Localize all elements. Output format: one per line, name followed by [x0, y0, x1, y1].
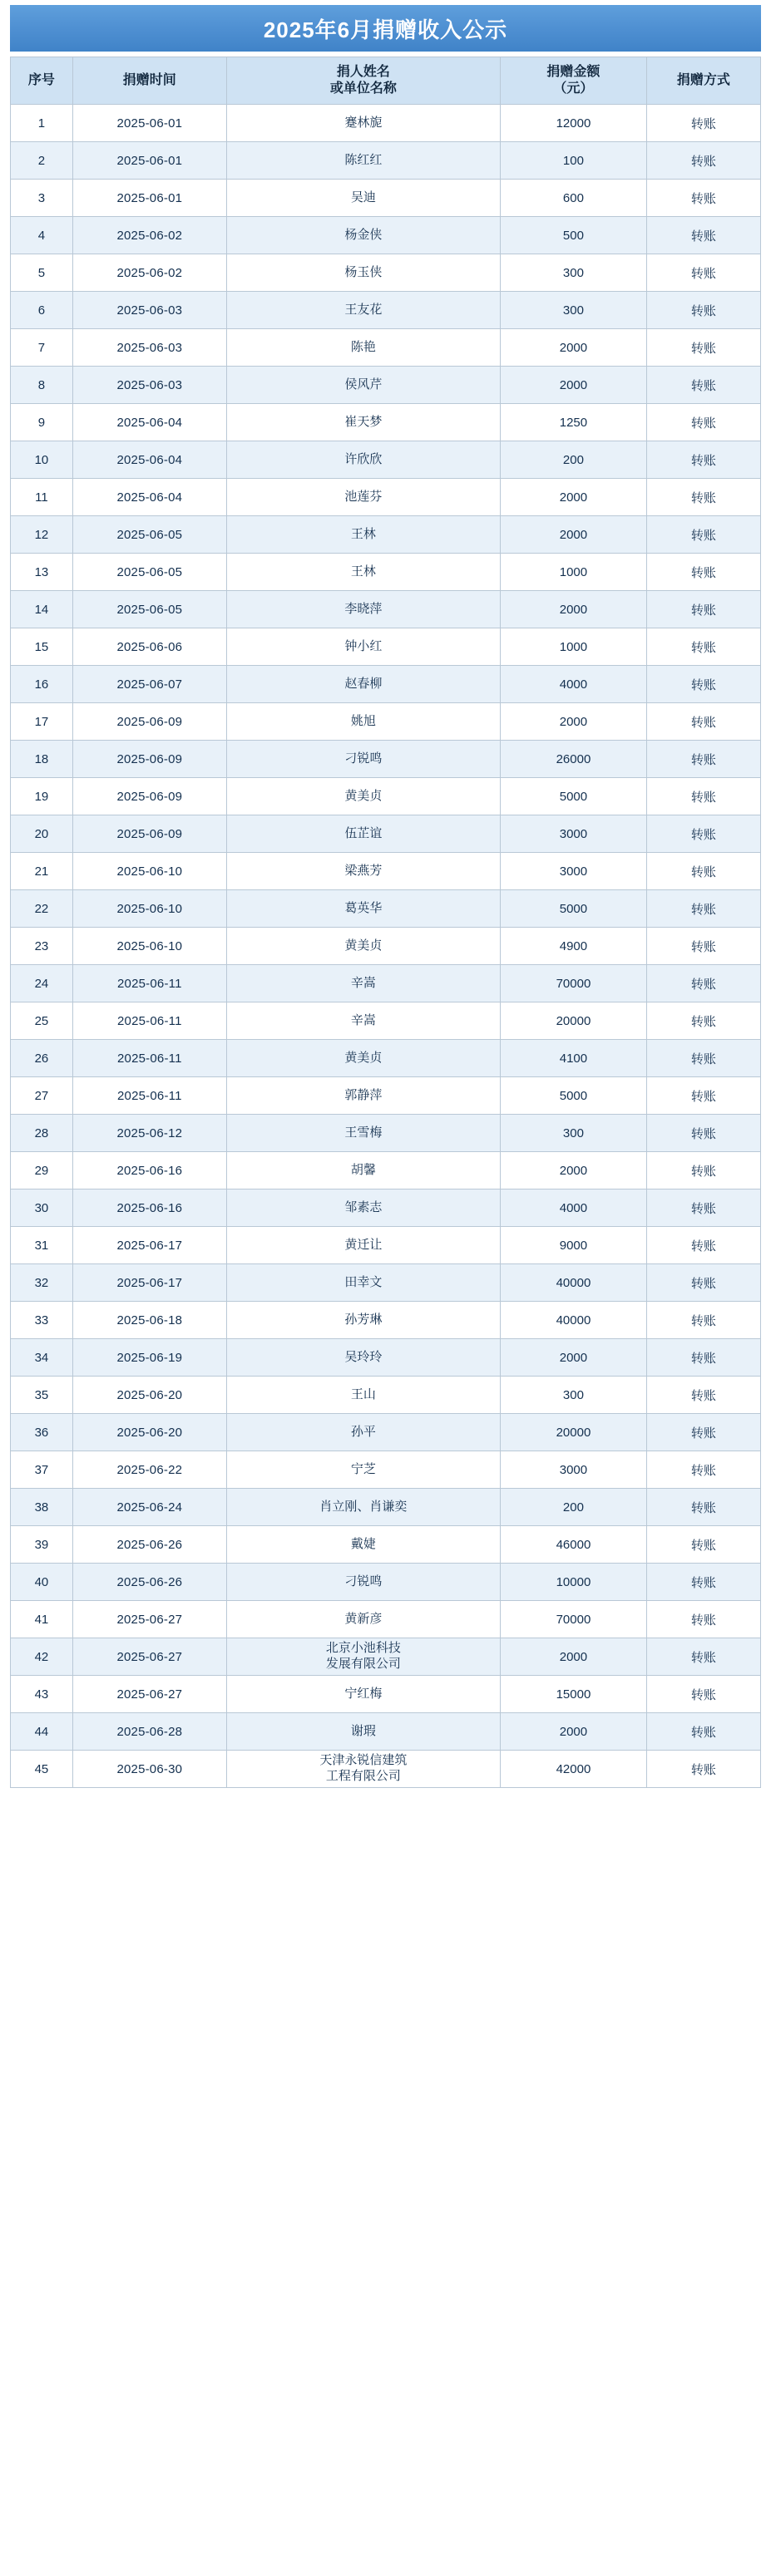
- cell-mode: 转账: [646, 1414, 760, 1451]
- cell-date: 2025-06-04: [72, 404, 226, 441]
- cell-donor-name: 杨玉侠: [226, 254, 500, 292]
- cell-amount: 200: [501, 1489, 647, 1526]
- cell-donor-name: 刁锐鸣: [226, 1564, 500, 1601]
- donation-table: [10, 57, 761, 1788]
- table-row: [11, 1040, 761, 1077]
- cell-mode: 转账: [646, 404, 760, 441]
- cell-date: 2025-06-11: [72, 1077, 226, 1115]
- cell-mode: 转账: [646, 516, 760, 554]
- cell-donor-name: 辛嵩: [226, 1002, 500, 1040]
- table-row: [11, 217, 761, 254]
- table-row: [11, 1227, 761, 1264]
- column-header-name-line2: 或单位名称: [329, 81, 397, 96]
- cell-amount: 5000: [501, 1077, 647, 1115]
- cell-index: 43: [11, 1676, 73, 1713]
- table-header-row: [11, 57, 761, 105]
- table-row: [11, 1638, 761, 1676]
- cell-mode: 转账: [646, 778, 760, 815]
- cell-mode: 转账: [646, 1676, 760, 1713]
- cell-amount: 46000: [501, 1526, 647, 1564]
- cell-amount: 2000: [501, 516, 647, 554]
- table-row: [11, 105, 761, 142]
- cell-date: 2025-06-02: [72, 254, 226, 292]
- table-row: [11, 1451, 761, 1489]
- cell-date: 2025-06-11: [72, 1040, 226, 1077]
- table-row: [11, 1713, 761, 1751]
- table-row: [11, 591, 761, 628]
- column-header-name-line1: 捐人姓名: [336, 65, 390, 79]
- cell-date: 2025-06-07: [72, 666, 226, 703]
- cell-donor-name: 王林: [226, 516, 500, 554]
- cell-date: 2025-06-02: [72, 217, 226, 254]
- cell-donor-name: 黄新彦: [226, 1601, 500, 1638]
- cell-mode: 转账: [646, 741, 760, 778]
- cell-date: 2025-06-26: [72, 1564, 226, 1601]
- cell-date: 2025-06-10: [72, 928, 226, 965]
- cell-amount: 500: [501, 217, 647, 254]
- cell-mode: 转账: [646, 703, 760, 741]
- cell-date: 2025-06-24: [72, 1489, 226, 1526]
- column-header-mode-line1: 捐赠方式: [676, 73, 730, 87]
- cell-index: 31: [11, 1227, 73, 1264]
- cell-amount: 3000: [501, 815, 647, 853]
- cell-amount: 2000: [501, 591, 647, 628]
- cell-index: 4: [11, 217, 73, 254]
- cell-amount: 9000: [501, 1227, 647, 1264]
- cell-mode: 转账: [646, 1713, 760, 1751]
- cell-donor-name: 黄美贞: [226, 1040, 500, 1077]
- cell-date: 2025-06-27: [72, 1676, 226, 1713]
- table-row: [11, 516, 761, 554]
- table-row: [11, 1002, 761, 1040]
- cell-amount: 300: [501, 254, 647, 292]
- cell-index: 3: [11, 180, 73, 217]
- cell-index: 21: [11, 853, 73, 890]
- cell-date: 2025-06-27: [72, 1638, 226, 1676]
- cell-index: 7: [11, 329, 73, 367]
- table-row: [11, 965, 761, 1002]
- cell-mode: 转账: [646, 105, 760, 142]
- cell-amount: 15000: [501, 1676, 647, 1713]
- cell-index: 9: [11, 404, 73, 441]
- table-row: [11, 666, 761, 703]
- table-row: [11, 1489, 761, 1526]
- cell-index: 28: [11, 1115, 73, 1152]
- cell-mode: 转账: [646, 441, 760, 479]
- donation-disclosure-page: [0, 5, 771, 1796]
- cell-donor-name: 王山: [226, 1377, 500, 1414]
- cell-donor-name: 王友花: [226, 292, 500, 329]
- cell-amount: 70000: [501, 1601, 647, 1638]
- cell-date: 2025-06-10: [72, 853, 226, 890]
- table-row: [11, 292, 761, 329]
- cell-date: 2025-06-11: [72, 1002, 226, 1040]
- cell-donor-name: 谢瑕: [226, 1713, 500, 1751]
- cell-donor-name: 邹素志: [226, 1189, 500, 1227]
- cell-mode: 转账: [646, 1601, 760, 1638]
- column-header-name: [226, 57, 500, 105]
- table-row: [11, 1302, 761, 1339]
- table-header: [11, 57, 761, 105]
- cell-date: 2025-06-22: [72, 1451, 226, 1489]
- cell-donor-name: 戴婕: [226, 1526, 500, 1564]
- cell-donor-name: 吴玲玲: [226, 1339, 500, 1377]
- cell-index: 35: [11, 1377, 73, 1414]
- cell-date: 2025-06-26: [72, 1526, 226, 1564]
- cell-donor-name: 宁红梅: [226, 1676, 500, 1713]
- table-row: [11, 367, 761, 404]
- cell-date: 2025-06-30: [72, 1751, 226, 1788]
- cell-amount: 600: [501, 180, 647, 217]
- column-header-date-line1: 捐赠时间: [122, 73, 176, 87]
- table-row: [11, 1377, 761, 1414]
- cell-date: 2025-06-06: [72, 628, 226, 666]
- cell-amount: 4000: [501, 1189, 647, 1227]
- cell-index: 13: [11, 554, 73, 591]
- cell-date: 2025-06-20: [72, 1377, 226, 1414]
- cell-mode: 转账: [646, 965, 760, 1002]
- table-row: [11, 1676, 761, 1713]
- cell-donor-name: 黄迁让: [226, 1227, 500, 1264]
- cell-date: 2025-06-01: [72, 105, 226, 142]
- cell-amount: 2000: [501, 1339, 647, 1377]
- cell-donor-name: 伍芷谊: [226, 815, 500, 853]
- cell-mode: 转账: [646, 217, 760, 254]
- cell-index: 32: [11, 1264, 73, 1302]
- table-row: [11, 1077, 761, 1115]
- cell-mode: 转账: [646, 329, 760, 367]
- cell-donor-name: 田幸文: [226, 1264, 500, 1302]
- cell-donor-name: 崔天梦: [226, 404, 500, 441]
- cell-mode: 转账: [646, 254, 760, 292]
- cell-index: 15: [11, 628, 73, 666]
- cell-mode: 转账: [646, 591, 760, 628]
- cell-date: 2025-06-01: [72, 142, 226, 180]
- cell-mode: 转账: [646, 1377, 760, 1414]
- cell-index: 45: [11, 1751, 73, 1788]
- cell-amount: 2000: [501, 1713, 647, 1751]
- cell-mode: 转账: [646, 1302, 760, 1339]
- table-row: [11, 703, 761, 741]
- cell-date: 2025-06-20: [72, 1414, 226, 1451]
- cell-mode: 转账: [646, 1264, 760, 1302]
- cell-mode: 转账: [646, 1638, 760, 1676]
- cell-mode: 转账: [646, 554, 760, 591]
- cell-mode: 转账: [646, 666, 760, 703]
- cell-date: 2025-06-09: [72, 778, 226, 815]
- cell-donor-name: 池莲芬: [226, 479, 500, 516]
- cell-mode: 转账: [646, 1115, 760, 1152]
- cell-mode: 转账: [646, 1489, 760, 1526]
- table-row: [11, 1526, 761, 1564]
- cell-index: 26: [11, 1040, 73, 1077]
- cell-index: 5: [11, 254, 73, 292]
- cell-index: 29: [11, 1152, 73, 1189]
- cell-amount: 2000: [501, 479, 647, 516]
- cell-index: 2: [11, 142, 73, 180]
- cell-amount: 4100: [501, 1040, 647, 1077]
- cell-amount: 26000: [501, 741, 647, 778]
- cell-index: 17: [11, 703, 73, 741]
- table-row: [11, 815, 761, 853]
- cell-index: 33: [11, 1302, 73, 1339]
- cell-index: 41: [11, 1601, 73, 1638]
- column-header-amount: [501, 57, 647, 105]
- cell-index: 22: [11, 890, 73, 928]
- cell-index: 25: [11, 1002, 73, 1040]
- cell-mode: 转账: [646, 890, 760, 928]
- cell-donor-name: 吴迪: [226, 180, 500, 217]
- cell-index: 44: [11, 1713, 73, 1751]
- cell-date: 2025-06-11: [72, 965, 226, 1002]
- cell-mode: 转账: [646, 1152, 760, 1189]
- cell-date: 2025-06-09: [72, 741, 226, 778]
- cell-index: 10: [11, 441, 73, 479]
- table-row: [11, 778, 761, 815]
- cell-date: 2025-06-28: [72, 1713, 226, 1751]
- cell-index: 19: [11, 778, 73, 815]
- column-header-mode: [646, 57, 760, 105]
- cell-amount: 4900: [501, 928, 647, 965]
- column-header-index: [11, 57, 73, 105]
- cell-donor-name: 胡馨: [226, 1152, 500, 1189]
- cell-date: 2025-06-05: [72, 516, 226, 554]
- table-row: [11, 254, 761, 292]
- cell-date: 2025-06-17: [72, 1227, 226, 1264]
- cell-mode: 转账: [646, 1526, 760, 1564]
- cell-mode: 转账: [646, 180, 760, 217]
- cell-amount: 1000: [501, 554, 647, 591]
- cell-donor-name: 许欣欣: [226, 441, 500, 479]
- table-row: [11, 1152, 761, 1189]
- cell-donor-name: 刁锐鸣: [226, 741, 500, 778]
- cell-date: 2025-06-03: [72, 292, 226, 329]
- cell-index: 1: [11, 105, 73, 142]
- cell-donor-name: 陈红红: [226, 142, 500, 180]
- cell-mode: 转账: [646, 1751, 760, 1788]
- cell-donor-name: 蹇林旎: [226, 105, 500, 142]
- cell-donor-name: 李晓萍: [226, 591, 500, 628]
- cell-index: 37: [11, 1451, 73, 1489]
- cell-index: 38: [11, 1489, 73, 1526]
- cell-mode: 转账: [646, 142, 760, 180]
- cell-amount: 12000: [501, 105, 647, 142]
- table-row: [11, 1414, 761, 1451]
- cell-donor-name: 郭静萍: [226, 1077, 500, 1115]
- cell-date: 2025-06-09: [72, 703, 226, 741]
- cell-date: 2025-06-19: [72, 1339, 226, 1377]
- cell-index: 11: [11, 479, 73, 516]
- column-header-amount-line2: （元）: [553, 81, 594, 96]
- table-row: [11, 142, 761, 180]
- cell-date: 2025-06-27: [72, 1601, 226, 1638]
- cell-mode: 转账: [646, 1077, 760, 1115]
- table-row: [11, 441, 761, 479]
- cell-donor-name: 侯风芹: [226, 367, 500, 404]
- cell-donor-name: 孙芳琳: [226, 1302, 500, 1339]
- cell-amount: 300: [501, 1377, 647, 1414]
- cell-mode: 转账: [646, 1002, 760, 1040]
- cell-mode: 转账: [646, 1451, 760, 1489]
- cell-amount: 300: [501, 292, 647, 329]
- column-header-date: [72, 57, 226, 105]
- cell-donor-name: 葛英华: [226, 890, 500, 928]
- cell-donor-name: 宁芝: [226, 1451, 500, 1489]
- cell-index: 27: [11, 1077, 73, 1115]
- cell-date: 2025-06-12: [72, 1115, 226, 1152]
- cell-amount: 2000: [501, 367, 647, 404]
- table-row: [11, 180, 761, 217]
- table-row: [11, 554, 761, 591]
- cell-date: 2025-06-05: [72, 554, 226, 591]
- cell-date: 2025-06-04: [72, 441, 226, 479]
- cell-index: 34: [11, 1339, 73, 1377]
- cell-index: 42: [11, 1638, 73, 1676]
- table-row: [11, 1564, 761, 1601]
- cell-amount: 5000: [501, 890, 647, 928]
- cell-date: 2025-06-04: [72, 479, 226, 516]
- cell-donor-name: 钟小红: [226, 628, 500, 666]
- cell-amount: 70000: [501, 965, 647, 1002]
- cell-mode: 转账: [646, 479, 760, 516]
- cell-mode: 转账: [646, 853, 760, 890]
- cell-index: 16: [11, 666, 73, 703]
- cell-date: 2025-06-09: [72, 815, 226, 853]
- cell-amount: 300: [501, 1115, 647, 1152]
- cell-amount: 2000: [501, 1152, 647, 1189]
- cell-index: 23: [11, 928, 73, 965]
- cell-amount: 2000: [501, 329, 647, 367]
- cell-donor-name: 黄美贞: [226, 778, 500, 815]
- page-title: 2025年6月捐赠收入公示: [10, 5, 761, 52]
- table-row: [11, 853, 761, 890]
- table-row: [11, 404, 761, 441]
- cell-amount: 2000: [501, 703, 647, 741]
- cell-index: 39: [11, 1526, 73, 1564]
- cell-donor-name: 陈艳: [226, 329, 500, 367]
- cell-date: 2025-06-05: [72, 591, 226, 628]
- cell-amount: 1000: [501, 628, 647, 666]
- cell-amount: 5000: [501, 778, 647, 815]
- cell-mode: 转账: [646, 1227, 760, 1264]
- table-row: [11, 1339, 761, 1377]
- table-row: [11, 1264, 761, 1302]
- cell-index: 36: [11, 1414, 73, 1451]
- cell-mode: 转账: [646, 1189, 760, 1227]
- cell-date: 2025-06-18: [72, 1302, 226, 1339]
- cell-amount: 100: [501, 142, 647, 180]
- cell-donor-name: 肖立刚、肖谦奕: [226, 1489, 500, 1526]
- cell-donor-name: 北京小池科技 发展有限公司: [226, 1638, 500, 1676]
- cell-amount: 2000: [501, 1638, 647, 1676]
- cell-amount: 42000: [501, 1751, 647, 1788]
- table-row: [11, 928, 761, 965]
- column-header-amount-line1: 捐赠金额: [546, 65, 600, 79]
- cell-mode: 转账: [646, 628, 760, 666]
- cell-index: 6: [11, 292, 73, 329]
- cell-index: 12: [11, 516, 73, 554]
- cell-donor-name: 王林: [226, 554, 500, 591]
- cell-amount: 200: [501, 441, 647, 479]
- cell-date: 2025-06-03: [72, 367, 226, 404]
- table-row: [11, 890, 761, 928]
- cell-mode: 转账: [646, 367, 760, 404]
- cell-amount: 4000: [501, 666, 647, 703]
- cell-amount: 20000: [501, 1414, 647, 1451]
- table-row: [11, 628, 761, 666]
- table-body: [11, 105, 761, 1788]
- cell-date: 2025-06-01: [72, 180, 226, 217]
- cell-amount: 3000: [501, 853, 647, 890]
- cell-index: 20: [11, 815, 73, 853]
- table-row: [11, 329, 761, 367]
- column-header-index-line1: 序号: [27, 73, 55, 87]
- cell-index: 40: [11, 1564, 73, 1601]
- cell-donor-name: 王雪梅: [226, 1115, 500, 1152]
- cell-mode: 转账: [646, 815, 760, 853]
- cell-index: 14: [11, 591, 73, 628]
- cell-mode: 转账: [646, 1040, 760, 1077]
- cell-donor-name: 辛嵩: [226, 965, 500, 1002]
- cell-date: 2025-06-03: [72, 329, 226, 367]
- cell-date: 2025-06-16: [72, 1152, 226, 1189]
- cell-index: 18: [11, 741, 73, 778]
- cell-amount: 1250: [501, 404, 647, 441]
- table-row: [11, 1751, 761, 1788]
- cell-mode: 转账: [646, 292, 760, 329]
- cell-mode: 转账: [646, 928, 760, 965]
- cell-index: 24: [11, 965, 73, 1002]
- cell-mode: 转账: [646, 1564, 760, 1601]
- cell-index: 30: [11, 1189, 73, 1227]
- cell-date: 2025-06-16: [72, 1189, 226, 1227]
- cell-amount: 20000: [501, 1002, 647, 1040]
- cell-amount: 40000: [501, 1264, 647, 1302]
- cell-donor-name: 孙平: [226, 1414, 500, 1451]
- table-row: [11, 1189, 761, 1227]
- cell-donor-name: 黄美贞: [226, 928, 500, 965]
- table-row: [11, 741, 761, 778]
- cell-mode: 转账: [646, 1339, 760, 1377]
- cell-donor-name: 天津永锐信建筑 工程有限公司: [226, 1751, 500, 1788]
- cell-donor-name: 梁燕芳: [226, 853, 500, 890]
- table-row: [11, 1601, 761, 1638]
- cell-donor-name: 杨金侠: [226, 217, 500, 254]
- cell-amount: 3000: [501, 1451, 647, 1489]
- table-row: [11, 1115, 761, 1152]
- cell-index: 8: [11, 367, 73, 404]
- table-row: [11, 479, 761, 516]
- cell-amount: 10000: [501, 1564, 647, 1601]
- cell-date: 2025-06-10: [72, 890, 226, 928]
- cell-donor-name: 姚旭: [226, 703, 500, 741]
- cell-date: 2025-06-17: [72, 1264, 226, 1302]
- cell-amount: 40000: [501, 1302, 647, 1339]
- cell-donor-name: 赵春柳: [226, 666, 500, 703]
